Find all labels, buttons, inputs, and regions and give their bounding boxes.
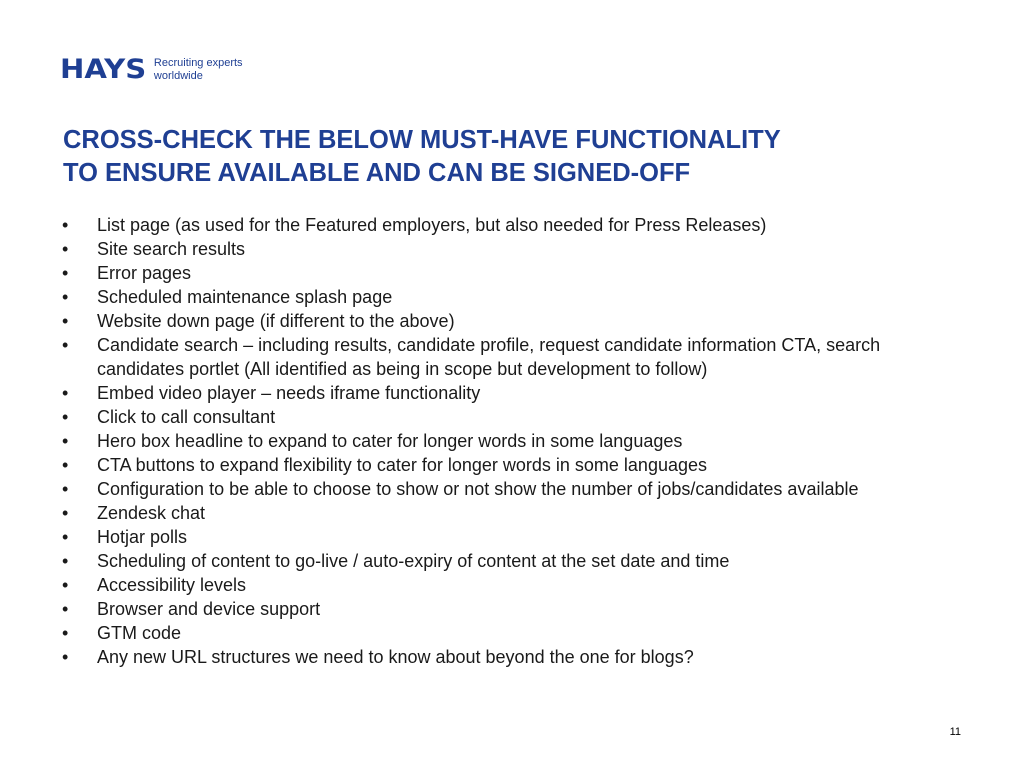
bullet-icon: • — [62, 479, 69, 499]
slide-title-line2: TO ENSURE AVAILABLE AND CAN BE SIGNED-OFF — [63, 159, 691, 187]
list-item — [62, 525, 972, 549]
bullet-icon: • — [62, 623, 69, 643]
list-item — [62, 237, 972, 261]
list-item-text: Hero box headline to expand to cater for longer words in some languages — [97, 431, 683, 451]
list-item-text: Any new URL structures we need to know about beyond the one for blogs? — [97, 647, 694, 667]
list-item-text: Error pages — [97, 263, 192, 283]
logo-wordmark: HAYS — [60, 54, 147, 85]
list-item-text: Candidate search – including results, candidate profile, request candidate information CTA, search candidates portlet (All identified as being in scope but development to follow) — [97, 335, 881, 379]
page-number: 11 — [949, 726, 961, 738]
list-item-text: Site search results — [97, 239, 246, 259]
bullet-icon: • — [62, 647, 69, 667]
list-item-text: Zendesk chat — [97, 503, 206, 523]
list-item — [62, 213, 972, 237]
bullet-icon: • — [62, 455, 69, 475]
hays-logo — [60, 56, 243, 83]
list-item-text: Click to call consultant — [97, 407, 276, 427]
list-item — [62, 597, 972, 621]
slide-title-line1: CROSS-CHECK THE BELOW MUST-HAVE FUNCTIONALITY — [63, 126, 781, 154]
logo-tagline — [154, 57, 243, 83]
bullet-icon: • — [62, 239, 69, 259]
list-item — [62, 381, 972, 405]
list-item — [62, 621, 972, 645]
list-item — [62, 549, 972, 573]
list-item-text: List page (as used for the Featured employers, but also needed for Press Releases) — [97, 215, 767, 235]
bullet-icon: • — [62, 575, 69, 595]
list-item-text: Website down page (if different to the above) — [97, 311, 455, 331]
bullet-icon: • — [62, 503, 69, 523]
bullet-icon: • — [62, 383, 69, 403]
list-item — [62, 405, 972, 429]
bullet-icon: • — [62, 263, 69, 283]
requirements-list — [62, 213, 972, 669]
logo-tagline-line2: worldwide — [153, 69, 203, 82]
list-item — [62, 453, 972, 477]
list-item-text: Scheduling of content to go-live / auto-expiry of content at the set date and time — [97, 551, 730, 571]
list-item — [62, 309, 972, 333]
list-item-text: Embed video player – needs iframe functionality — [97, 383, 481, 403]
bullet-icon: • — [62, 527, 69, 547]
bullet-icon: • — [62, 311, 69, 331]
bullet-icon: • — [62, 431, 69, 451]
list-item-text: Configuration to be able to choose to show or not show the number of jobs/candidates available — [97, 479, 859, 499]
list-item — [62, 477, 972, 501]
bullet-icon: • — [62, 551, 69, 571]
list-item — [62, 285, 972, 309]
list-item — [62, 429, 972, 453]
slide-title — [63, 124, 963, 190]
list-item — [62, 645, 972, 669]
list-item-text: Scheduled maintenance splash page — [97, 287, 393, 307]
logo-tagline-line1: Recruiting experts — [153, 56, 243, 69]
list-item — [62, 333, 972, 381]
list-item-text: GTM code — [97, 623, 182, 643]
list-item-text: Hotjar polls — [97, 527, 188, 547]
list-item-text: Browser and device support — [97, 599, 321, 619]
bullet-icon: • — [62, 215, 69, 235]
bullet-icon: • — [62, 599, 69, 619]
bullet-icon: • — [62, 287, 69, 307]
list-item-text: Accessibility levels — [97, 575, 247, 595]
list-item — [62, 261, 972, 285]
list-item-text: CTA buttons to expand flexibility to cater for longer words in some languages — [97, 455, 707, 475]
list-item — [62, 573, 972, 597]
bullet-icon: • — [62, 335, 69, 355]
bullet-icon: • — [62, 407, 69, 427]
list-item — [62, 501, 972, 525]
